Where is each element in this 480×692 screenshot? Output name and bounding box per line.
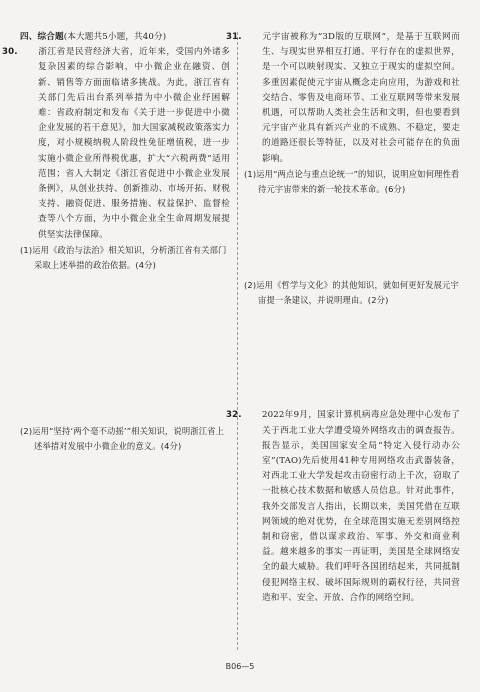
question-32-stem: [226, 408, 460, 606]
left-column: [2, 30, 230, 454]
section-note: (本大题共5小题，共40分): [63, 32, 167, 42]
answer-space-31-2: [244, 308, 460, 408]
question-31-sub2: (2)运用《哲学与文化》的其他知识，就如何更好发展元宇宙提一条建议，并说明理由。(2分): [244, 279, 459, 306]
column-divider: [237, 32, 238, 650]
question-30-sub1: (1)运用《政治与法治》相关知识，分析浙江省有关部门采取上述举措的政治依据。(4分): [20, 244, 227, 271]
question-31-sub1: (1)运用“两点论与重点论统一”的知识，说明应如何理性看待元宇宙带来的新一轮技术革命。(6分): [244, 168, 460, 195]
question-31-stem: [226, 30, 460, 167]
right-column: [226, 30, 460, 606]
answer-space-30-1: [20, 274, 230, 424]
section-title: 四、综合题: [20, 32, 64, 42]
page-footer: B06—5: [225, 662, 255, 671]
question-30-sub2: (2)运用“坚持‘两个毫不动摇’”相关知识，说明浙江省上述举措对发展中小微企业的意义。(4分): [20, 425, 225, 452]
question-30-text: 浙江省是民营经济大省，近年来，受国内外诸多复杂因素的综合影响，中小微企业在融资、创新、销售等方面面临诸多挑战。为此，浙江省有关部门先后出台系列举措为中小微企业纾困解难：省政府制定和发布《关于进一步促进中小微企业发展的若干意见》，加大国家减税政策落实力度，对小规模纳税人阶段性免征增值税，进一步实施小微企业所得税优惠，扩大“六税两费”适用范围；省人大制定《浙江省促进中小微企业发展条例》，从创业扶持、创新推动、市场开拓、财税支持、融资促进、服务措施、权益保护、监督检查等八个方面，为中小微企业全生命周期发展提供坚实法律保障。: [38, 47, 230, 240]
question-30-stem: [2, 45, 230, 243]
question-32-number: 32.: [226, 410, 242, 421]
section-heading: [20, 30, 230, 45]
answer-space-31-1: [244, 198, 460, 278]
question-31-number: 31.: [226, 32, 242, 42]
question-30-number: 30.: [2, 47, 18, 58]
question-31-text: 元宇宙被称为“3D版的互联网”，是基于互联网而生、与现实世界相互打通、平行存在的虚拟世界，是一个可以映射现实、又独立于现实的虚拟空间。多重因素促使元宇宙从概念走向应用，为游戏和社交结合、零售及电商环节、工业互联网等带来发展机遇，可以帮助人类社会生活和文明，但也要看到元宇宙产业具有新兴产业的不成熟、不稳定，要走的道路还很长等特征，以及对社会可能存在的负面影响。: [262, 32, 460, 164]
question-32-text: 2022年9月，国家计算机病毒应急处理中心发布了关于西北工业大学遭受境外网络攻击的调查报告。报告显示，美国国家安全局“特定入侵行动办公室”(TAO)先后使用41种专用网络攻击武器装备，对西北工业大学发起攻击窃密行动上千次，窃取了一批核心技术数据和敏感人员信息。针对此事件，我外交部发言人指出，长期以来，美国凭借在互联网领域的绝对优势，在全球范围实施无差别网络控制和窃密，借以谋求政治、军事、外交和商业利益。越来越多的事实一再证明，美国是全球网络安全的最大威胁。我们呼吁各国团结起来，共同抵制侵犯网络主权、破坏国际规则的霸权行径，共同营造和平、安全、开放、合作的网络空间。: [262, 410, 460, 603]
